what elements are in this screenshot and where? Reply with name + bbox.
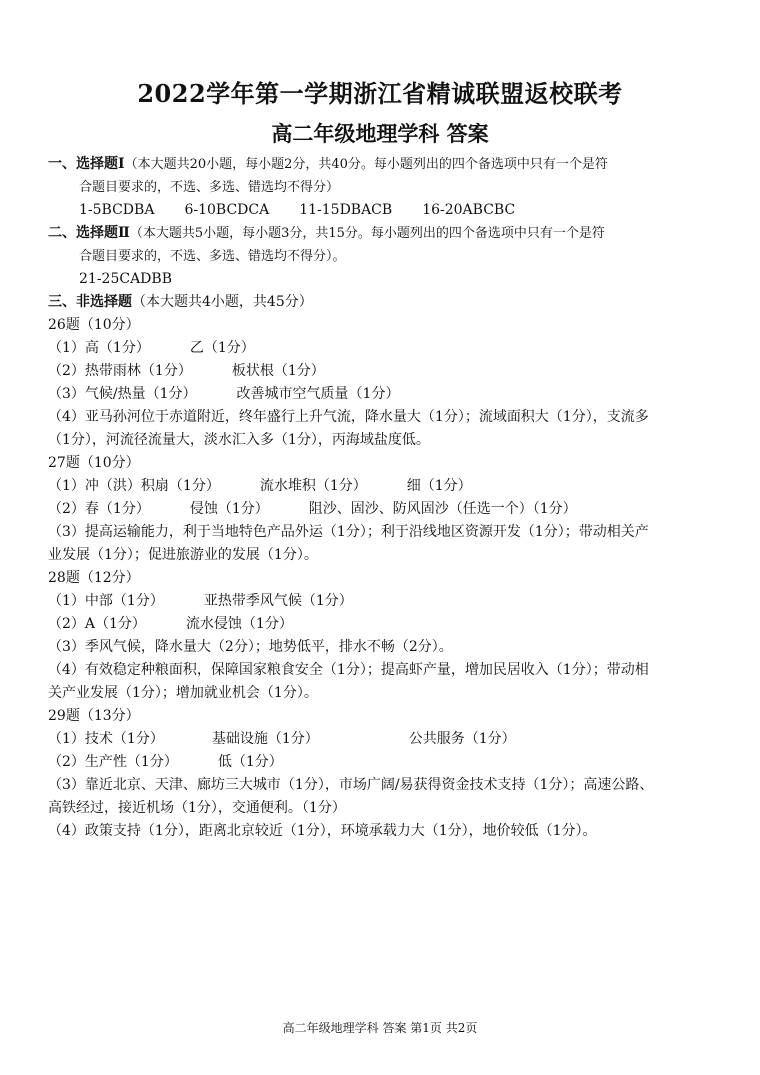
section2-answers: 21-25CADBB: [79, 271, 172, 287]
document-title: 2022学年第一学期浙江省精诚联盟返校联考: [137, 79, 623, 108]
q26-part4-line2: （1分），河流径流量大，淡水汇入多（1分），丙海域盐度低。: [48, 432, 430, 448]
q27-1a: （1）冲（洪）积扇（1分）: [48, 478, 220, 494]
q27-part3-line1: （3）提高运输能力，利于当地特色产品外运（1分）；利于沿线地区资源开发（1分）；带动相关产: [48, 524, 649, 540]
page-footer: 高二年级地理学科 答案 第1页 共2页: [282, 1021, 478, 1035]
section3-header: [48, 291, 716, 314]
q28-1a: （1）中部（1分）: [48, 593, 164, 609]
q26-3a: （3）气候/热量（1分）: [48, 386, 197, 402]
q29-1c: 公共服务（1分）: [408, 731, 516, 747]
q29-part1: [48, 728, 716, 751]
q28-part2: [48, 613, 716, 636]
q26-2a: （2）热带雨林（1分）: [48, 363, 192, 379]
document-subtitle: 高二年级地理学科 答案: [271, 121, 489, 146]
q28-1b: 亚热带季风气候（1分）: [203, 593, 353, 609]
q27-part3-line2: 业发展（1分）；促进旅游业的发展（1分）。: [48, 547, 318, 563]
q27-2b: 侵蚀（1分）: [189, 501, 269, 517]
q27-2c: 阻沙、固沙、防风固沙（任选一个）（1分）: [308, 501, 577, 517]
q29-1a: （1）技术（1分）: [48, 731, 164, 747]
q28-2a: （2）A（1分）: [48, 616, 146, 632]
q28-part4-line1: （4）有效稳定种粮面积，保障国家粮食安全（1分）；提高虾产量，增加民居收入（1分）；带动相: [48, 662, 649, 678]
q28-part1: [48, 590, 716, 613]
answer-group-11-15: 11-15DBACB: [299, 202, 393, 218]
q26-1a: （1）高（1分）: [48, 340, 150, 356]
q28-part3: （3）季风气候，降水量大（2分）；地势低平，排水不畅（2分）。: [48, 639, 453, 655]
q29-part4: （4）政策支持（1分），距离北京较近（1分），环境承载力大（1分），地价较低（1分）。: [48, 823, 597, 839]
section3-desc: （本大题共4小题，共45分）: [132, 294, 313, 310]
q29-2b: 低（1分）: [217, 754, 283, 770]
q28-title: 28题（12分）: [48, 570, 140, 586]
q29-1b: 基础设施（1分）: [211, 731, 319, 747]
q27-part2: [48, 498, 716, 521]
q29-title: 29题（13分）: [48, 708, 140, 724]
q29-2a: （2）生产性（1分）: [48, 754, 178, 770]
q26-part3: [48, 383, 716, 406]
q29-part2: [48, 751, 716, 774]
q26-1b: 乙（1分）: [189, 340, 255, 356]
q27-2a: （2）春（1分）: [48, 501, 150, 517]
section1-heading: 一、选择题Ⅰ: [48, 156, 125, 172]
q26-part1: [48, 337, 716, 360]
q26-part2: [48, 360, 716, 383]
q29-part3-line2: 高铁经过，接近机场（1分），交通便利。（1分）: [48, 800, 346, 816]
q26-3b: 改善城市空气质量（1分）: [236, 386, 400, 402]
section1-desc-line2: 合题目要求的，不选、多选、错选均不得分）: [79, 180, 340, 195]
q28-2b: 流水侵蚀（1分）: [185, 616, 293, 632]
section2-heading: 二、选择题Ⅱ: [48, 225, 130, 241]
section1-answers: [48, 199, 716, 222]
section1-desc-line1: （本大题共20小题，每小题2分，共40分。每小题列出的四个备选项中只有一个是符: [124, 157, 608, 172]
q27-title: 27题（10分）: [48, 455, 140, 471]
section2-header: [48, 222, 716, 245]
q27-1b: 流水堆积（1分）: [259, 478, 367, 494]
q26-title: 26题（10分）: [48, 317, 140, 333]
answer-content: [48, 153, 716, 843]
q29-part3-line1: （3）靠近北京、天津、廊坊三大城市（1分），市场广阔/易获得资金技术支持（1分）；高速公路、: [48, 777, 654, 793]
q28-part4-line2: 关产业发展（1分）；增加就业机会（1分）。: [48, 685, 318, 701]
section3-heading: 三、非选择题: [48, 294, 132, 310]
q27-1c: 细（1分）: [406, 478, 472, 494]
answer-group-16-20: 16-20ABCBC: [422, 202, 516, 218]
answer-group-1-5: 1-5BCDBA: [79, 202, 155, 218]
section2-desc-line2: 合题目要求的，不选、多选、错选均不得分）。: [79, 249, 346, 264]
answer-group-6-10: 6-10BCDCA: [184, 202, 270, 218]
section2-desc-line1: （本大题共5小题，每小题3分，共15分。每小题列出的四个备选项中只有一个是符: [129, 226, 605, 241]
section1-header: [48, 153, 716, 176]
q26-part4-line1: （4）亚马孙河位于赤道附近，终年盛行上升气流，降水量大（1分）；流域面积大（1分），支流多: [48, 409, 649, 425]
q27-part1: [48, 475, 716, 498]
q26-2b: 板状根（1分）: [231, 363, 325, 379]
